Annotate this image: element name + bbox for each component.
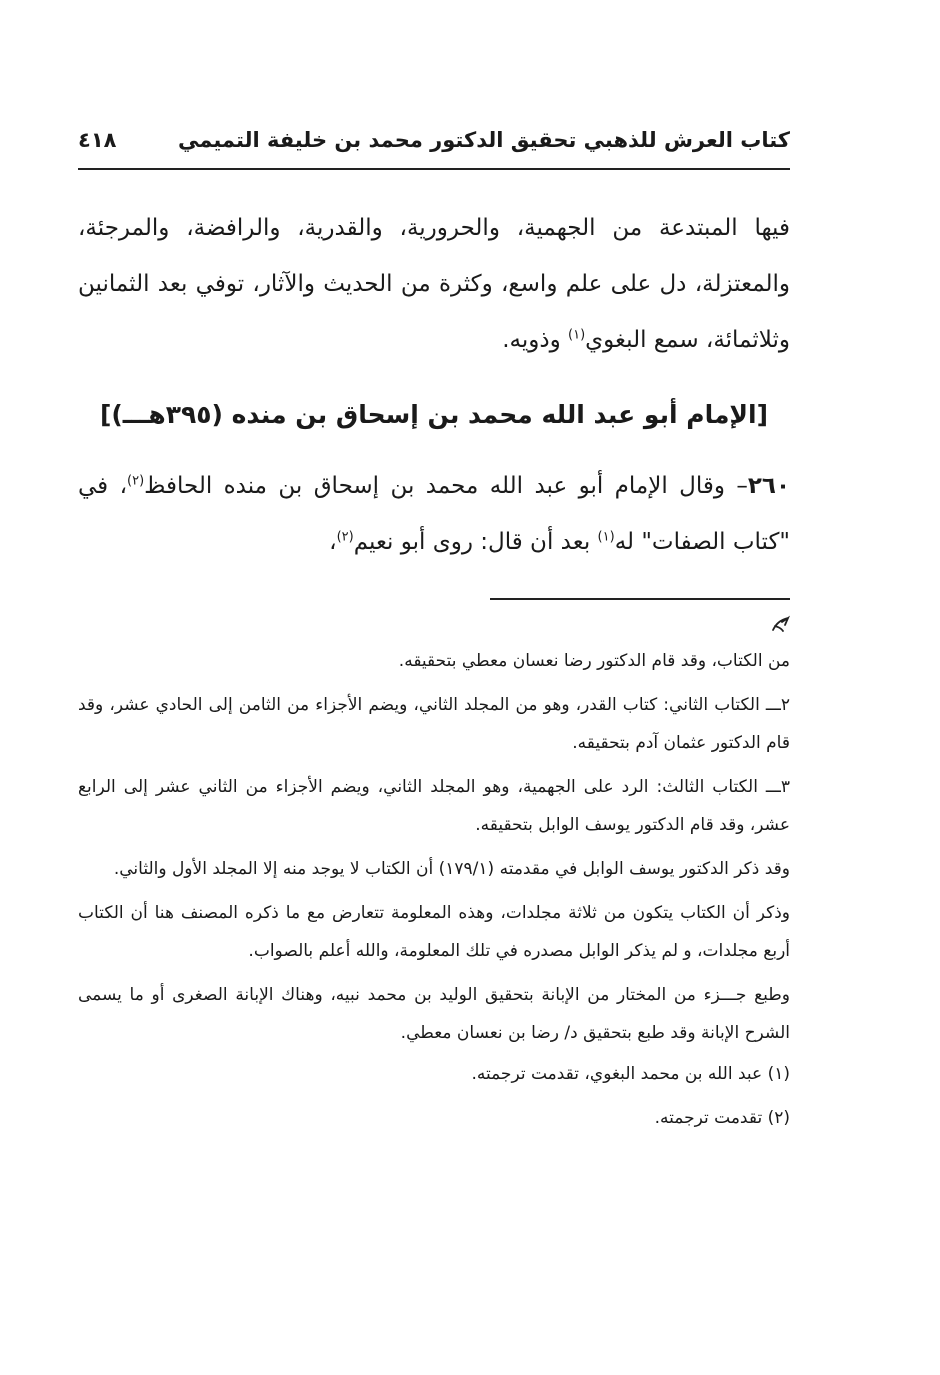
footnote-line: ٢ـــ الكتاب الثاني: كتاب القدر، وهو من المجلد الثاني، ويضم الأجزاء من الثامن إلى الحادي عشر، وقد قام الدكتور عثمان آدم بتحقيقه. — [78, 695, 790, 753]
footnote-line: وذكر أن الكتاب يتكون من ثلاثة مجلدات، وهذه المعلومة تتعارض مع ما ذكره المصنف هنا أن الكتاب أربع مجلدات، و لم يذكر الوابل مصدره في تلك المعلومة، والله أعلم بالصواب. — [78, 903, 790, 961]
entry-text-2: ، في "كتاب الصفات" له — [78, 473, 790, 555]
section-heading: [الإمام أبو عبد الله محمد بن إسحاق بن منده (٣٩٥هـــ)] — [99, 400, 769, 429]
footnotes — [78, 642, 790, 1140]
footnote-ref: (١) — [568, 327, 586, 343]
footnote-line: من الكتاب، وقد قام الدكتور رضا نعسان معطي بتحقيقه. — [398, 651, 790, 671]
entry-text-4: ، — [329, 529, 337, 555]
footnote-ref: (١) — [597, 529, 615, 545]
footnote-line: وطبع جـــزء من المختار من الإبانة بتحقيق الوليد بن محمد نبيه، وهناك الإبانة الصغرى أو ما يسمى الشرح الإبانة وقد طبع بتحقيق د/ رضا بن نعسان معطي. — [78, 985, 790, 1043]
continuation-mark-icon — [770, 614, 792, 634]
header-title: كتاب العرش للذهبي تحقيق الدكتور محمد بن خليفة التميمي — [178, 128, 790, 152]
paragraph-text-end: وذويه. — [502, 327, 569, 353]
page-number: ٤١٨ — [78, 128, 117, 152]
entry-text-3: بعد أن قال: روى أبو نعيم — [353, 529, 598, 555]
footnote-1: (١) عبد الله بن محمد البغوي، تقدمت ترجمته. — [471, 1064, 790, 1084]
footnote-line: ٣ـــ الكتاب الثالث: الرد على الجهمية، وهو المجلد الثاني، ويضم الأجزاء من الثاني عشر إلى الرابع عشر، وقد قام الدكتور يوسف الوابل بتحقيقه. — [78, 777, 790, 835]
footnote-line: وقد ذكر الدكتور يوسف الوابل في مقدمته (١٧٩/١) أن الكتاب لا يوجد منه إلا المجلد الأول والثاني. — [113, 859, 790, 879]
footnote-ref: (٢) — [336, 529, 354, 545]
footnote-2: (٢) تقدمت ترجمته. — [654, 1108, 790, 1128]
entry-number: ٢٦٠ — [747, 473, 791, 499]
entry-text-1: – وقال الإمام أبو عبد الله محمد بن إسحاق بن منده الحافظ — [144, 473, 748, 499]
footnote-ref: (٢) — [127, 473, 145, 489]
entry-paragraph — [78, 458, 790, 570]
main-paragraph — [78, 200, 790, 368]
paragraph-text: فيها المبتدعة من الجهمية، والحرورية، والقدرية، والرافضة، والمرجئة، والمعتزلة، دل على علم واسع، وكثرة من الحديث والآثار، توفي بعد الثمانين وثلاثمائة، سمع البغوي — [78, 215, 790, 353]
header-rule — [78, 168, 790, 170]
running-header — [78, 122, 790, 162]
footnote-separator — [490, 598, 790, 600]
